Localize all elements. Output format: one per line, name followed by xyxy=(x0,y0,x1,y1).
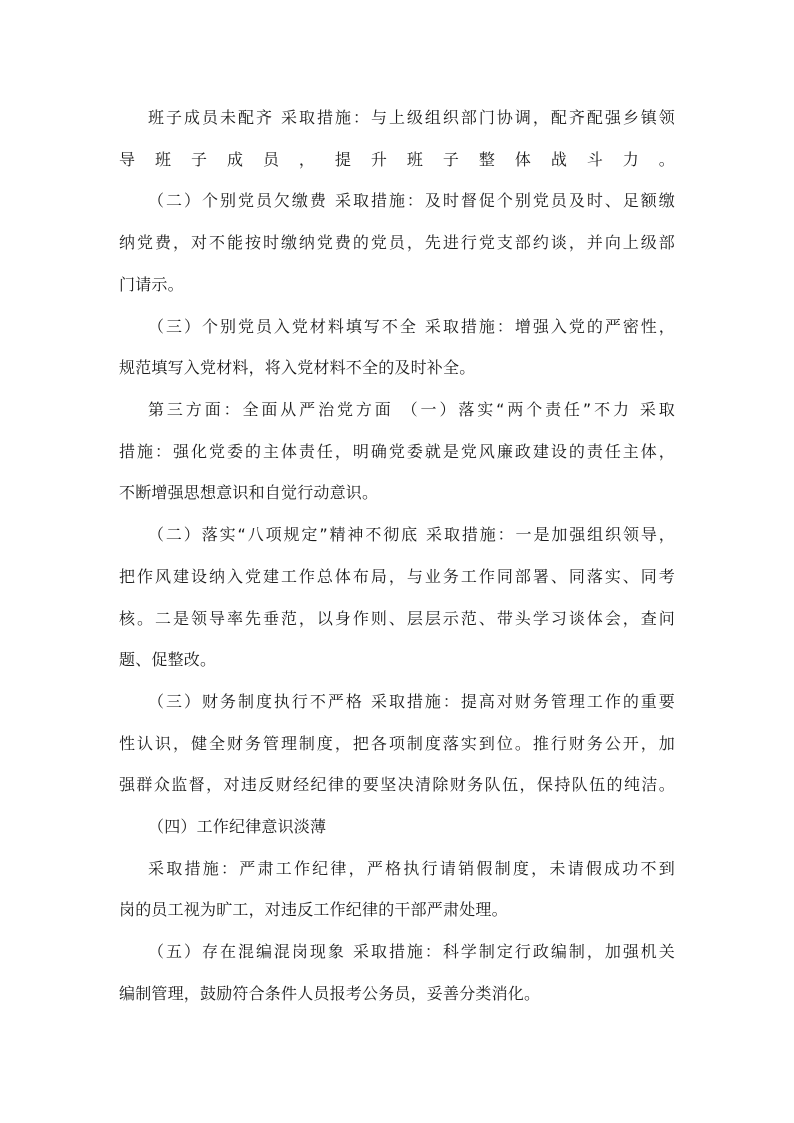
paragraph-line: 规范填写入党材料，将入党材料不全的及时补全。 xyxy=(119,358,476,377)
paragraph-line: 强群众监督，对违反财经纪律的要坚决清除财务队伍，保持队伍的纯洁。 xyxy=(119,775,675,794)
paragraph-line: 岗的员工视为旷工，对违反工作纪律的干部严肃处理。 xyxy=(119,900,508,919)
paragraph-line: 纳党费，对不能按时缴纳党费的党员，先进行党支部约谈，并向上级部 xyxy=(119,233,675,252)
paragraph-line: （三）财务制度执行不严格 采取措施：提高对财务管理工作的重要 xyxy=(148,692,675,711)
paragraph-line: 性认识，健全财务管理制度，把各项制度落实到位。推行财务公开，加 xyxy=(119,734,675,753)
paragraph-line: 把作风建设纳入党建工作总体布局，与业务工作同部署、同落实、同考 xyxy=(119,567,675,586)
paragraph-line: 不断增强思想意识和自觉行动意识。 xyxy=(119,483,379,502)
paragraph-line: （三）个别党员入党材料填写不全 采取措施：增强入党的严密性， xyxy=(148,317,675,336)
paragraph-line: 编制管理，鼓励符合条件人员报考公务员，妥善分类消化。 xyxy=(119,984,541,1003)
paragraph-line: 第三方面：全面从严治党方面 （一）落实“两个责任”不力 采取 xyxy=(148,400,675,419)
paragraph-line: 门请示。 xyxy=(119,275,184,294)
paragraph-line: （二）个别党员欠缴费 采取措施：及时督促个别党员及时、足额缴 xyxy=(148,191,675,210)
paragraph-line: （二）落实“八项规定”精神不彻底 采取措施：一是加强组织领导， xyxy=(148,525,675,544)
paragraph-line: 采取措施：严肃工作纪律，严格执行请销假制度，未请假成功不到 xyxy=(148,859,675,878)
paragraph-line: 班子成员未配齐 采取措施：与上级组织部门协调，配齐配强乡镇领 xyxy=(148,108,675,127)
paragraph-line: 措施：强化党委的主体责任，明确党委就是党风廉政建设的责任主体， xyxy=(119,442,675,461)
paragraph-line: 核。二是领导率先垂范，以身作则、层层示范、带头学习谈体会，查问 xyxy=(119,609,675,628)
paragraph-line: （四）工作纪律意识淡薄 xyxy=(148,817,327,836)
paragraph-line: 题、促整改。 xyxy=(119,650,217,669)
paragraph-line: 导班子成员，提升班子整体战斗力。 xyxy=(119,150,675,169)
paragraph-line: （五）存在混编混岗现象 采取措施：科学制定行政编制，加强机关 xyxy=(148,942,675,961)
